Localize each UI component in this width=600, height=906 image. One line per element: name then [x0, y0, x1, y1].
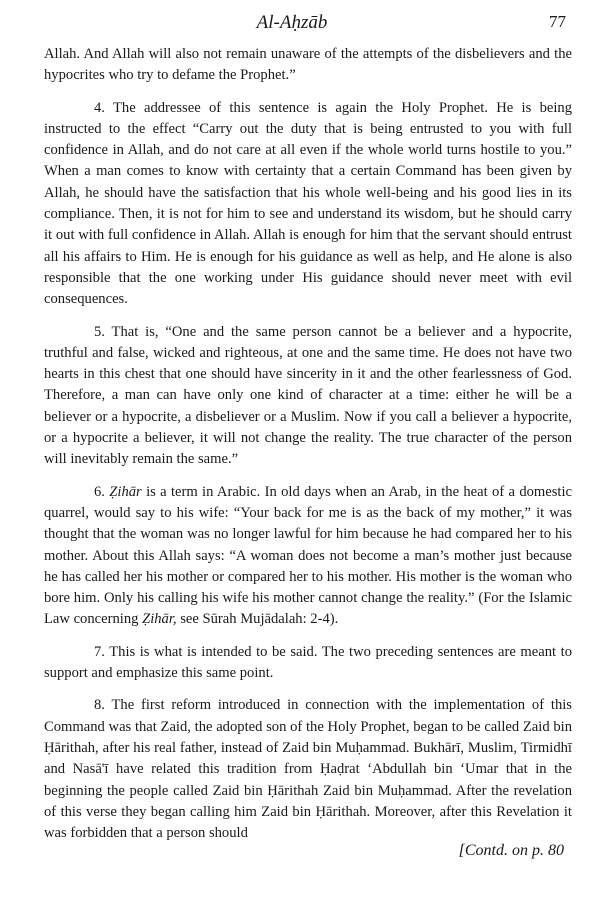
- note-5: 5. That is, “One and the same person cannot be a believer and a hypocrite, truthful and false, wicked and righteous, at one and the same time. He does not have two hearts in this chest that one should have sincerity in it and the other fearlessness of God. Therefore, a man can have only one kind of character at a time: either he will be a believer or a hypocrite, a disbeliever or a Muslim. Now if you call a believer a hypocrite, or a hypocrite a believer, it will not change the reality. The true character of the person will inevitably remain the same.”: [44, 323, 572, 468]
- term-zihar-again: Ẓihār,: [142, 611, 177, 628]
- continuation-note: [Contd. on p. 80: [458, 842, 564, 859]
- note-6-text-a: is a term in Arabic. In old days when an Arab, in the heat of a domestic quarrel, would say to his wife: “Your back for me is as the back of my mother,” it was thought that the woman was no longer lawful for him because he had compared her to his mother. About this Allah says: “A woman does not become a man’s mother just because he has called her his mother or compared her to his mother. His mother is the woman who bore him. Only his calling his wife his mother cannot change the reality.” (For the Islamic Law concerning: [44, 483, 573, 628]
- note-8: 8. The first reform introduced in connection with the implementation of this Command was that Zaid, the adopted son of the Holy Prophet, began to be called Zaid bin Ḥārithah, after his real father, instead of Zaid bin Muḥammad. Bukhārī, Muslim, Tirmidhī and Nasā'ī have related this tradition from Ḥaḍrat ‘Abdullah bin ‘Umar that in the beginning the people called Zaid bin Ḥārithah Zaid bin Muḥammad. After the revelation of this verse they began calling him Zaid bin Ḥārithah. Moreover, after this Revelation it was forbidden that a person should: [44, 697, 572, 842]
- page-header: [0, 10, 600, 40]
- note-6: [44, 482, 572, 631]
- running-title: Al-Aḥzāb: [256, 12, 328, 33]
- note-6-number: 6.: [94, 483, 105, 500]
- note-7: 7. This is what is intended to be said. The two preceding sentences are meant to support and emphasize this same point.: [44, 643, 572, 682]
- body-text: [44, 44, 572, 855]
- paragraph-continued: Allah. And Allah will also not remain unaware of the attempts of the disbelievers and the hypocrites who try to defame the Prophet.”: [44, 46, 572, 84]
- note-6-text-b: see Sūrah Mujādalah: 2-4).: [180, 611, 339, 628]
- note-4: 4. The addressee of this sentence is again the Holy Prophet. He is being instructed to the effect “Carry out the duty that is being entrusted to you with full confidence in Allah, and do not care at all even if the whole world turns hostile to you.” When a man comes to know with certainty that a certain Command has been given by Allah, he should have the satisfaction that his whole well-being and his good lies in its compliance. Then, it is not for him to see and understand its wisdom, but he should carry it out with full confidence in Allah. Allah is enough for him that the servant should entrust all his affairs to Him. He is enough for his guidance as well as help, and He alone is also responsible that the one working under His guidance should never meet with evil consequences.: [44, 99, 572, 308]
- term-zihar: Ẓihār: [109, 483, 142, 500]
- page-number: 77: [549, 12, 566, 31]
